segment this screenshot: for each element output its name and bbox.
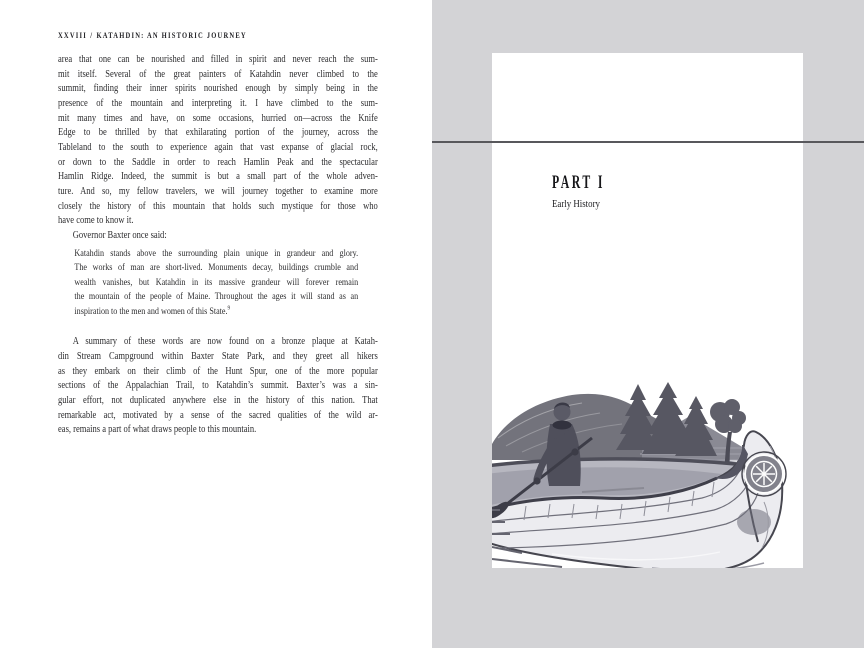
text-line: area that one can be nourished and filled in spirit and never reach the sum- xyxy=(58,54,378,65)
text-line: the mountain of the people of Maine. Throughout the ages it will stand as an xyxy=(74,291,359,303)
text-line: have come to know it. xyxy=(58,215,134,227)
right-page xyxy=(492,53,803,568)
text-line: Governor Baxter once said: xyxy=(72,229,167,241)
text-line: summit, finding their inner spirits nourished enough by simply being in the xyxy=(58,83,378,95)
text-line: Edge to be thrilled by that exhilarating portion of the journey, across the xyxy=(58,127,378,139)
text-line: gular effort, not duplicated anywhere else in the history of this nation. That xyxy=(58,394,378,406)
bow-emblem xyxy=(742,452,786,496)
paragraph xyxy=(58,335,378,438)
header-book-title: KATAHDIN: AN HISTORIC JOURNEY xyxy=(96,31,247,40)
paragraph xyxy=(58,53,378,229)
part-title: PART I xyxy=(552,172,605,193)
text-line: The works of man are short-lived. Monuments decay, buildings crumble and xyxy=(74,262,359,274)
canoe-illustration-svg xyxy=(492,382,803,568)
text-line: Tableland to the south to experience again that vast expanse of glacial rock, xyxy=(58,141,378,153)
text-line: presence of the mountain and interpreting it. I have climbed to the sum- xyxy=(58,97,378,109)
text-line: eas, remains a part of what draws people to this mountain. xyxy=(58,424,257,436)
text-line: sections of the Appalachian Trail, to Katahdin’s summit. Baxter’s was a sin- xyxy=(58,380,378,392)
text-line: mit itself. Several of the great painters of Katahdin never climbed to the xyxy=(58,68,378,80)
body-text-block xyxy=(58,53,378,438)
text-line: mit many times and have, on some occasions, hurried on—across the Knife xyxy=(58,112,378,124)
footnote-marker: 9 xyxy=(227,304,231,312)
text-line: ture. And so, my fellow travelers, we will journey together to examine more xyxy=(58,185,378,197)
text-line: as they embark on their climb of the Hunt Spur, one of the more popular xyxy=(58,365,378,377)
text-line: wealth vanishes, but Katahdin in its massive grandeur will forever remain xyxy=(74,276,359,288)
paragraph xyxy=(58,229,378,244)
block-quote xyxy=(74,247,358,320)
text-line: closely the history of this mountain that holds such mystique for those who xyxy=(58,200,378,212)
text-line: A summary of these words are now found on a bronze plaque at Katah- xyxy=(72,336,378,348)
running-header xyxy=(58,31,378,40)
folio-page-number: XXVIII xyxy=(58,31,88,40)
text-line: inspiration to the men and women of this State.$^9$ xyxy=(74,304,231,317)
text-line: remarkable act, motivated by a sense of the sacred qualities of the wild ar- xyxy=(58,409,378,421)
canoe-illustration xyxy=(492,382,803,568)
part-divider-rule xyxy=(432,141,864,143)
part-subtitle: Early History xyxy=(552,198,600,210)
text-line: Hamlin Ridge. Indeed, the summit is but a small part of the whole adven- xyxy=(58,171,378,183)
header-separator: / xyxy=(90,31,94,40)
text-line: din Stream Campground within Baxter State Park, and they greet all hikers xyxy=(58,350,378,362)
text-line: or down to the Saddle in order to reach Hamlin Peak and the spectacular xyxy=(58,156,378,168)
right-panel xyxy=(432,0,864,648)
text-line: Katahdin stands above the surrounding plain unique in grandeur and glory. xyxy=(74,247,359,259)
